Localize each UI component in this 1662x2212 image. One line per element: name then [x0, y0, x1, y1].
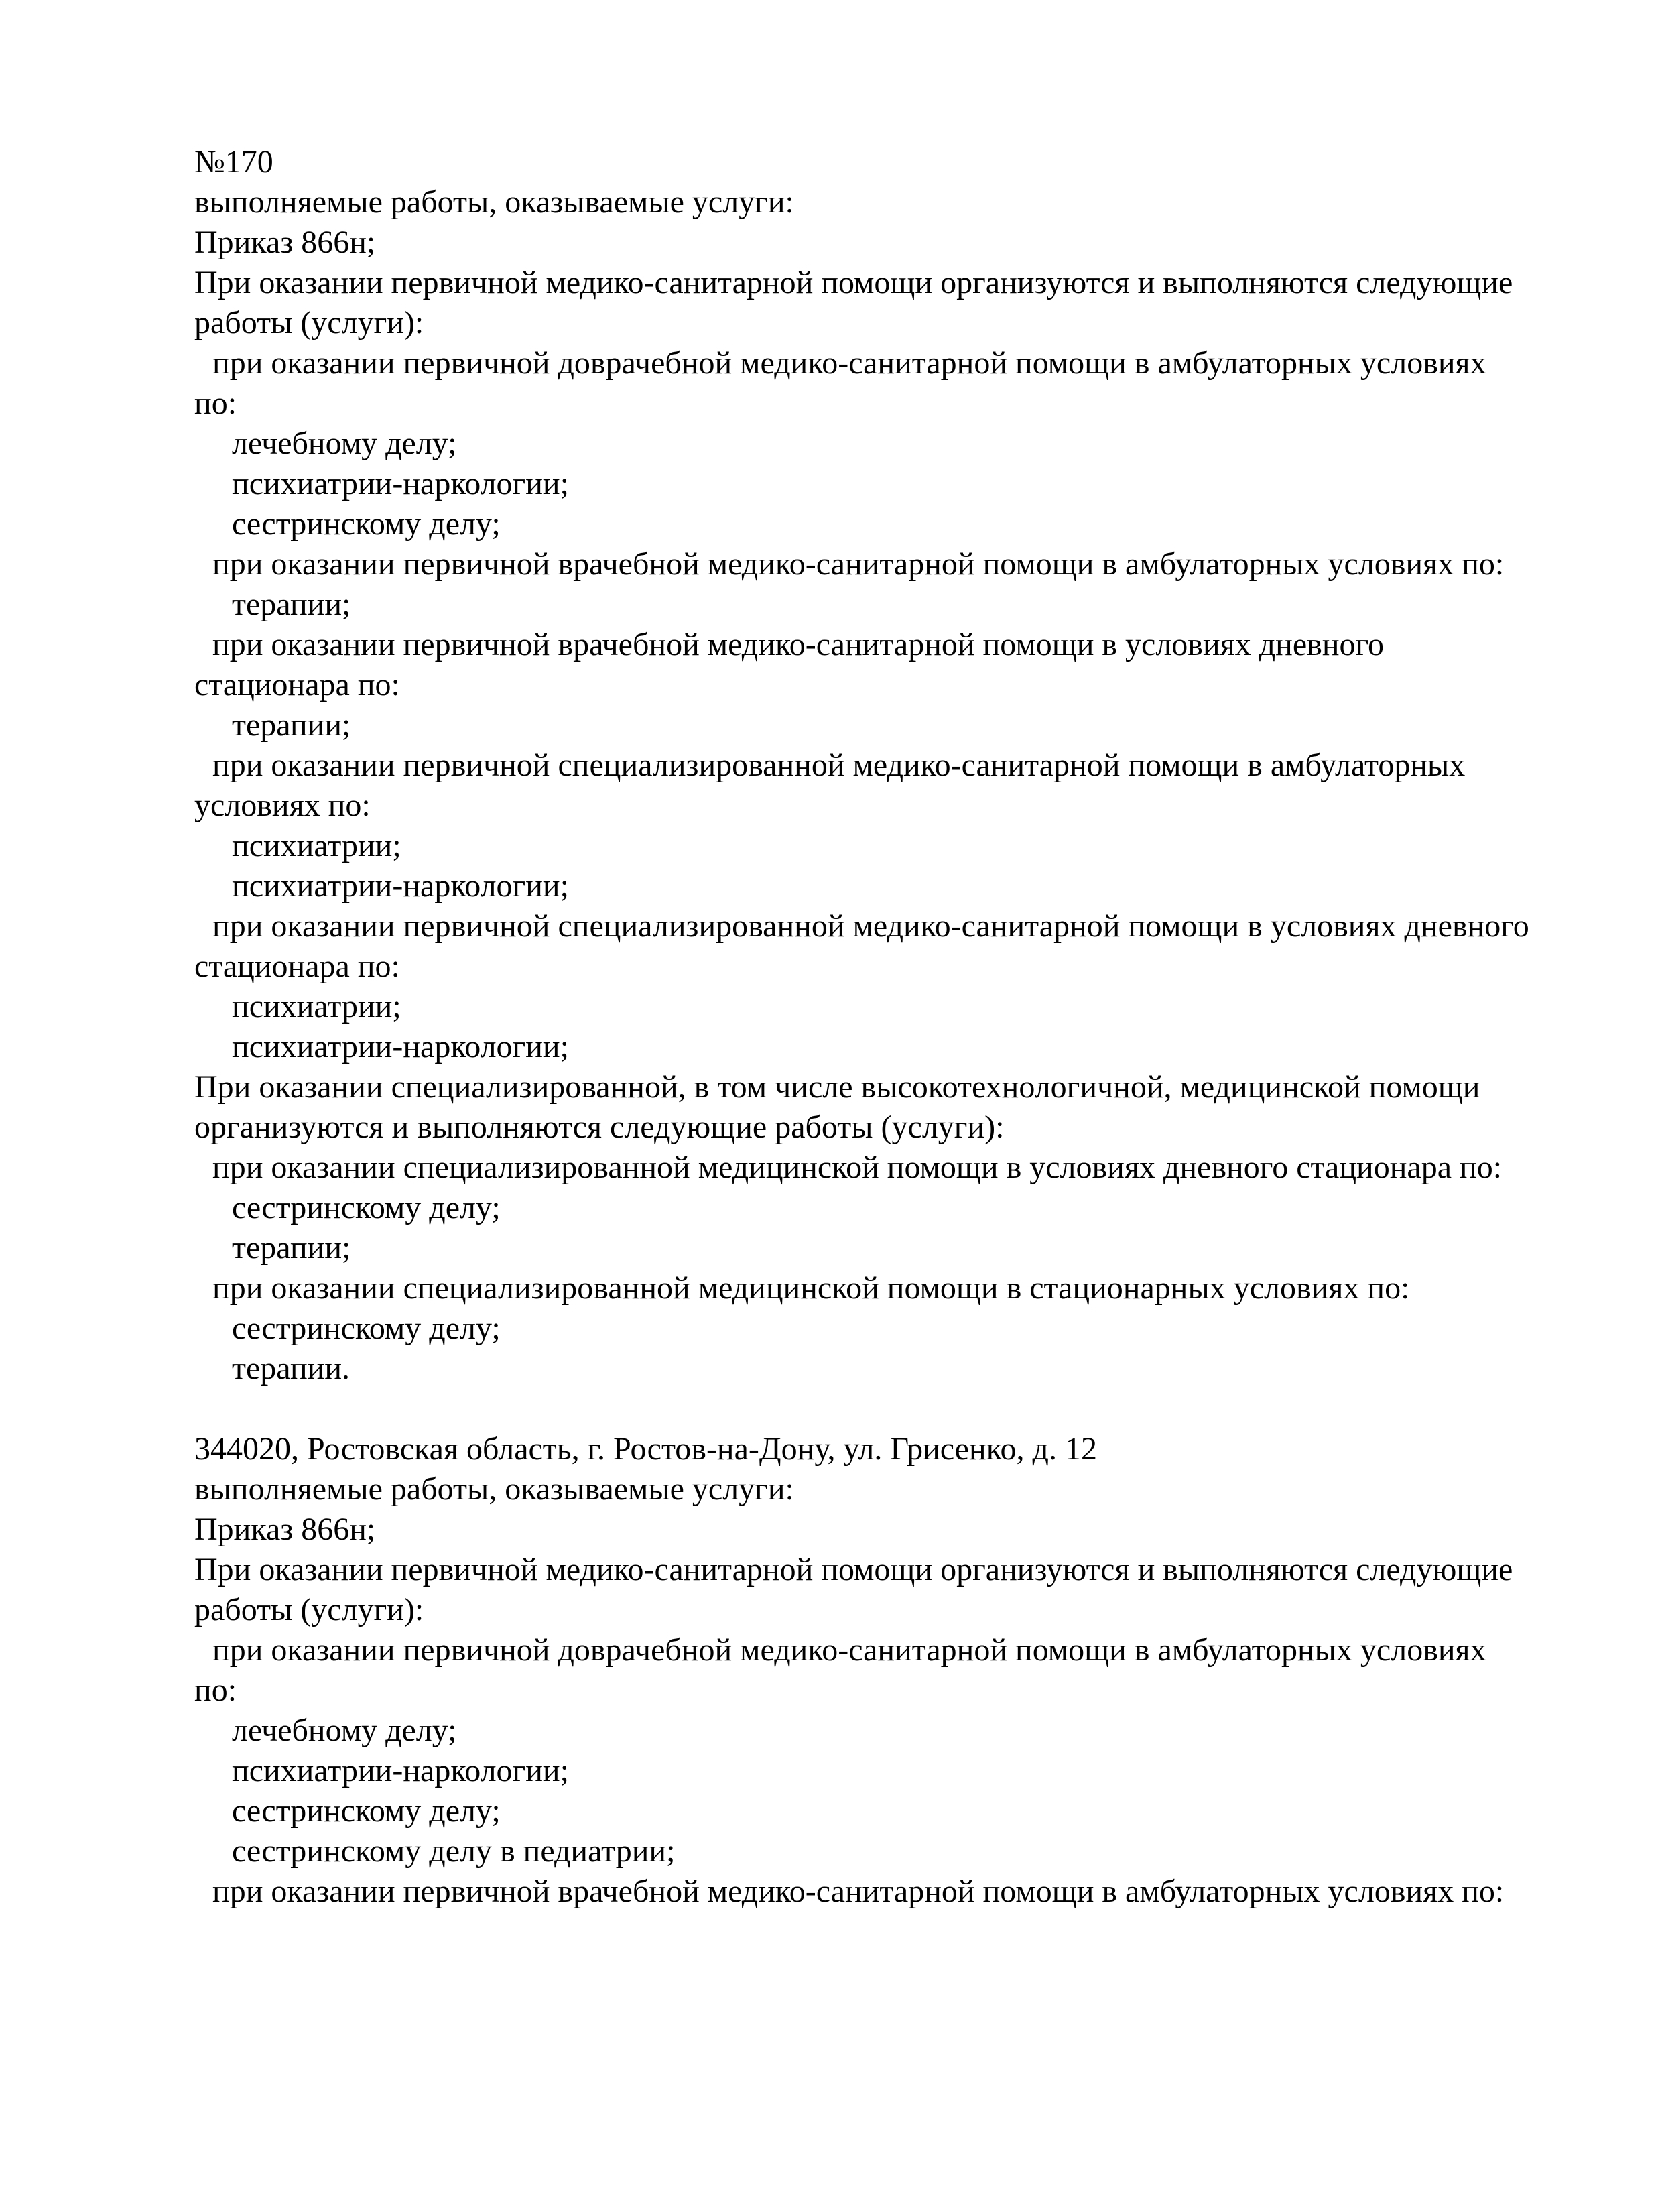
document-line: Приказ 866н; — [194, 1512, 376, 1547]
document-line: организуются и выполняются следующие работы (услуги): — [194, 1109, 1005, 1145]
document-line: терапии; — [232, 587, 351, 622]
document-line: При оказании первичной медико-санитарной помощи организуются и выполняются следующие — [194, 265, 1513, 300]
document-line: по: — [194, 1672, 237, 1708]
document-line: работы (услуги): — [194, 305, 424, 341]
document-line: психиатрии-наркологии; — [232, 1029, 569, 1064]
document-line: лечебному делу; — [232, 1713, 457, 1748]
document-line: стационара по: — [194, 948, 400, 984]
document-line: условиях по: — [194, 788, 371, 823]
document-line: лечебному делу; — [232, 426, 457, 461]
document-line: при оказании специализированной медицинской помощи в условиях дневного стационара по: — [212, 1150, 1503, 1185]
document-line: психиатрии-наркологии; — [232, 868, 569, 904]
document-line: при оказании первичной специализированной медико-санитарной помощи в амбулаторных — [212, 747, 1466, 783]
document-line: при оказании первичной врачебной медико-санитарной помощи в амбулаторных условиях по: — [212, 1873, 1505, 1909]
document-line: стационара по: — [194, 667, 400, 702]
document-line: При оказании первичной медико-санитарной помощи организуются и выполняются следующие — [194, 1552, 1513, 1587]
document-line: №170 — [194, 144, 273, 180]
document-line: сестринскому делу; — [232, 1310, 501, 1346]
document-line: по: — [194, 385, 237, 421]
document-line: при оказании первичной врачебной медико-санитарной помощи в условиях дневного — [212, 627, 1384, 662]
document-line: при оказании первичной доврачебной медико-санитарной помощи в амбулаторных условиях — [212, 345, 1486, 381]
document-line: Приказ 866н; — [194, 225, 376, 260]
document-line — [194, 1389, 1575, 1429]
document-line: при оказании первичной врачебной медико-санитарной помощи в амбулаторных условиях по: — [212, 546, 1505, 582]
document-line: психиатрии; — [232, 828, 401, 863]
document-line: сестринскому делу; — [232, 506, 501, 542]
document-line: психиатрии; — [232, 989, 401, 1024]
document-line: при оказании первичной доврачебной медико-санитарной помощи в амбулаторных условиях — [212, 1632, 1486, 1668]
document-line: сестринскому делу; — [232, 1793, 501, 1829]
document-line: при оказании специализированной медицинской помощи в стационарных условиях по: — [212, 1270, 1410, 1306]
document-line: психиатрии-наркологии; — [232, 1753, 569, 1788]
document-line: терапии; — [232, 1230, 351, 1266]
document-line: выполняемые работы, оказываемые услуги: — [194, 1471, 794, 1507]
document-line: терапии. — [232, 1351, 350, 1386]
document-line: при оказании первичной специализированной медико-санитарной помощи в условиях дневного — [212, 908, 1529, 944]
document-line: выполняемые работы, оказываемые услуги: — [194, 184, 794, 220]
document-line: терапии; — [232, 707, 351, 743]
document-line: сестринскому делу в педиатрии; — [232, 1833, 676, 1869]
document-text-block — [194, 142, 1575, 1912]
document-line: работы (услуги): — [194, 1592, 424, 1627]
document-line: При оказании специализированной, в том числе высокотехнологичной, медицинской помощи — [194, 1069, 1480, 1105]
document-line: 344020, Ростовская область, г. Ростов-на-Дону, ул. Грисенко, д. 12 — [194, 1431, 1097, 1467]
document-line: сестринскому делу; — [232, 1190, 501, 1225]
document-line: психиатрии-наркологии; — [232, 466, 569, 501]
